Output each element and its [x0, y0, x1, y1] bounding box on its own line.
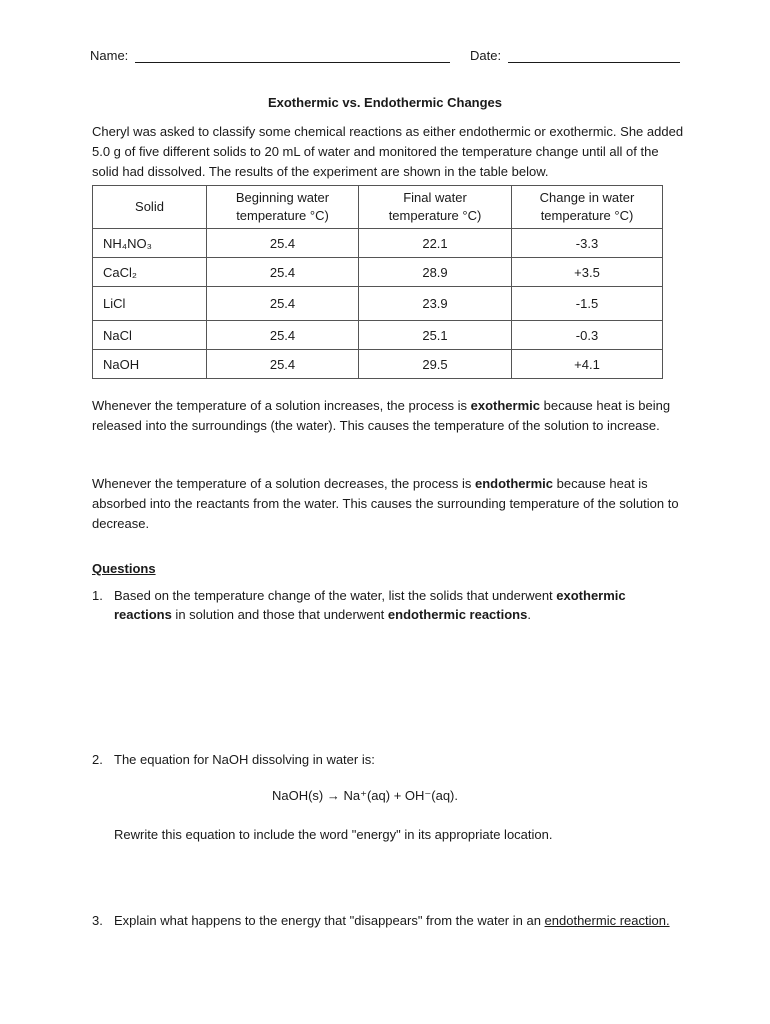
header-beginning-temp: [207, 186, 359, 229]
intro-paragraph: Cheryl was asked to classify some chemical reactions as either endothermic or exothermic. She added 5.0 g of five different solids to 20 mL of water and monitored the temperature change until all of the solid had dissolved. The results of the experiment are shown in the table below.: [92, 124, 684, 179]
header-final-temp-text: Final water temperature °C): [388, 190, 482, 223]
cell-final: 25.1: [359, 321, 512, 350]
q2-text: The equation for NaOH dissolving in water is:: [114, 752, 375, 767]
cell-final: 28.9: [359, 258, 512, 287]
naoh-equation: NaOH(s) → Na⁺(aq) + OH⁻(aq).: [271, 788, 458, 803]
question-3: [92, 911, 732, 930]
date-label: Date:: [470, 48, 502, 63]
table-row: [93, 258, 663, 287]
cell-begin: 25.4: [207, 258, 359, 287]
q1-text-mid: in solution and those that underwent: [171, 607, 388, 622]
q3-underlined-term: endothermic reaction.: [544, 913, 670, 928]
q1-text-post: .: [527, 607, 531, 622]
question-2: [92, 750, 692, 769]
table-row: [93, 287, 663, 321]
cell-begin: 25.4: [207, 229, 359, 258]
q1-bold-endothermic: endothermic reactions: [387, 607, 528, 622]
exothermic-paragraph: [92, 396, 682, 436]
header-change-temp: [512, 186, 663, 229]
table-header-row: [93, 186, 663, 229]
endo-text-post: because heat is absorbed into the reactants from the water. This causes the surrounding temperature of the solution to decrease.: [92, 476, 679, 531]
cell-solid: LiCl: [93, 287, 207, 321]
name-label: Name:: [90, 48, 129, 63]
cell-change: -1.5: [512, 287, 663, 321]
table-row: [93, 350, 663, 379]
question-2-number: 2.: [92, 752, 103, 767]
header-final-temp: [359, 186, 512, 229]
cell-begin: 25.4: [207, 321, 359, 350]
cell-solid: NaCl: [93, 321, 207, 350]
question-1-number: 1.: [92, 588, 103, 603]
cell-change: -3.3: [512, 229, 663, 258]
cell-final: 29.5: [359, 350, 512, 379]
page-title: Exothermic vs. Endothermic Changes: [267, 95, 503, 110]
cell-solid: NaOH: [93, 350, 207, 379]
q2-rewrite-instruction: Rewrite this equation to include the word "energy" in its appropriate location.: [114, 827, 553, 842]
q1-bold-exothermic: exothermic reactions: [114, 588, 626, 622]
cell-change: -0.3: [512, 321, 663, 350]
cell-change: +3.5: [512, 258, 663, 287]
cell-solid: CaCl₂: [93, 258, 207, 287]
cell-change: +4.1: [512, 350, 663, 379]
question-1: [92, 586, 692, 624]
table-row: [93, 321, 663, 350]
cell-solid: NH₄NO₃: [93, 229, 207, 258]
header-change-temp-text: Change in water temperature °C): [539, 190, 635, 223]
date-field[interactable]: [508, 62, 680, 63]
exo-keyword: exothermic: [470, 398, 541, 413]
q1-text-pre: Based on the temperature change of the water, list the solids that underwent: [114, 588, 557, 603]
cell-begin: 25.4: [207, 350, 359, 379]
cell-final: 23.9: [359, 287, 512, 321]
q3-text-pre: Explain what happens to the energy that "disappears" from the water in an: [114, 913, 545, 928]
endo-text-pre: Whenever the temperature of a solution decreases, the process is: [92, 476, 475, 491]
exo-text-post: because heat is being released into the surroundings (the water). This causes the temperature of the solution to increase.: [92, 398, 671, 433]
header-beginning-temp-text: Beginning water temperature °C): [235, 190, 330, 223]
endo-keyword: endothermic: [474, 476, 553, 491]
cell-begin: 25.4: [207, 287, 359, 321]
header-solid: Solid: [93, 186, 207, 229]
endothermic-paragraph: [92, 474, 692, 534]
exo-text-pre: Whenever the temperature of a solution increases, the process is: [92, 398, 471, 413]
questions-heading: Questions: [92, 561, 156, 576]
question-3-number: 3.: [92, 913, 103, 928]
cell-final: 22.1: [359, 229, 512, 258]
name-field[interactable]: [135, 62, 450, 63]
results-table: [92, 185, 663, 379]
table-row: [93, 229, 663, 258]
